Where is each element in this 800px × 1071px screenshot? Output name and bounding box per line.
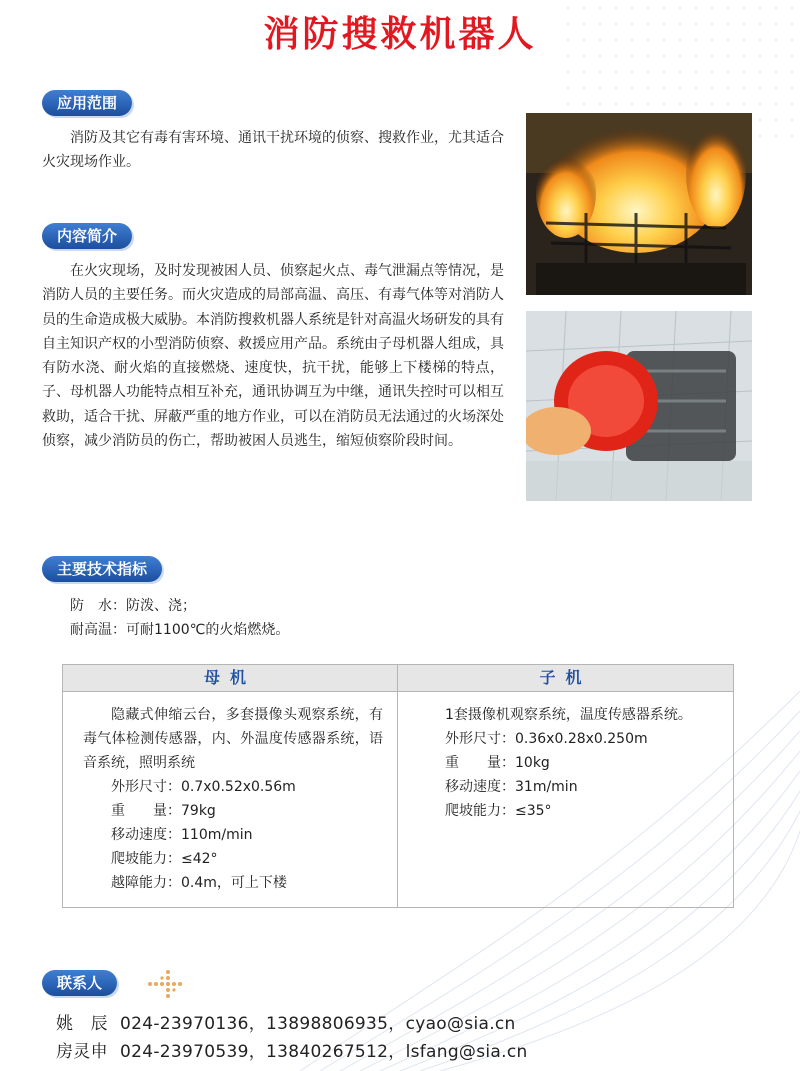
spec-table [62,664,734,908]
mother-description: 隐藏式伸缩云台，多套摄像头观察系统，有毒气体检测传感器，内、外温度传感器系统，语音系统，照明系统 [83,707,383,771]
child-spec-size: 外形尺寸：0.36x0.28x0.250m [445,731,648,747]
mother-spec-size: 外形尺寸：0.7x0.52x0.56m [111,779,296,795]
table-header-child: 子机 [398,665,733,692]
spec-waterproof: 防 水：防泼、浇； [70,598,196,614]
child-spec-speed: 移动速度：31m/min [445,779,578,795]
child-description: 1套摄像机观察系统，温度传感器系统。 [445,707,692,723]
section-label-contacts: 联系人 [42,970,117,996]
section-label-scope: 应用范围 [42,90,132,116]
contact-info: 024-23970136，13898806935，cyao@sia.cn [120,1014,516,1034]
spec-heat-resistance: 耐高温：可耐1100℃的火焰燃烧。 [70,622,290,638]
contact-line-1 [56,1010,516,1038]
contact-name: 姚 辰 [56,1014,108,1034]
mother-cell [83,703,383,895]
mother-spec-climb: 爬坡能力：≤42° [111,851,218,867]
scope-text: 消防及其它有毒有害环境、通讯干扰环境的侦察、搜救作业，尤其适合火灾现场作业。 [42,130,504,171]
contact-info: 024-23970539，13840267512，lsfang@sia.cn [120,1042,528,1062]
robot-test-photo [526,311,752,501]
contact-line-2 [56,1038,528,1066]
mother-spec-obstacle: 越障能力：0.4m，可上下楼 [111,875,287,891]
contact-name: 房灵申 [56,1042,108,1062]
fire-scene-photo [526,113,752,295]
mother-spec-speed: 移动速度：110m/min [111,827,253,843]
mother-spec-weight: 重 量：79kg [111,803,216,819]
section-label-intro: 内容简介 [42,223,132,249]
intro-text: 在火灾现场，及时发现被困人员、侦察起火点、毒气泄漏点等情况，是消防人员的主要任务。而火灾造成的局部高温、高压、有毒气体等对消防人员的生命造成极大威胁。本消防搜救机器人系统是针对高温火场研发的具有自主知识产权的小型消防侦察、救援应用产品。系统由子母机器人组成，具有防水浇、耐火焰的直接燃烧、速度快，抗干扰，能够上下楼梯的特点，子、母机器人功能特点相互补充，通讯协调互为中继，通讯失控时可以相互救助，适合干扰、屏蔽严重的地方作业，可以在消防员无法通过的火场深处侦察，减少消防员的伤亡，帮助被困人员逃生，缩短侦察阶段时间。 [42,263,504,450]
page-title: 消防搜救机器人 [263,14,537,55]
table-divider [397,665,398,907]
child-spec-weight: 重 量：10kg [445,755,550,771]
section-label-specs: 主要技术指标 [42,556,162,582]
decorative-dots-icon [146,968,188,1000]
child-cell [417,703,717,823]
child-spec-climb: 爬坡能力：≤35° [445,803,552,819]
table-header-mother: 母机 [63,665,397,692]
